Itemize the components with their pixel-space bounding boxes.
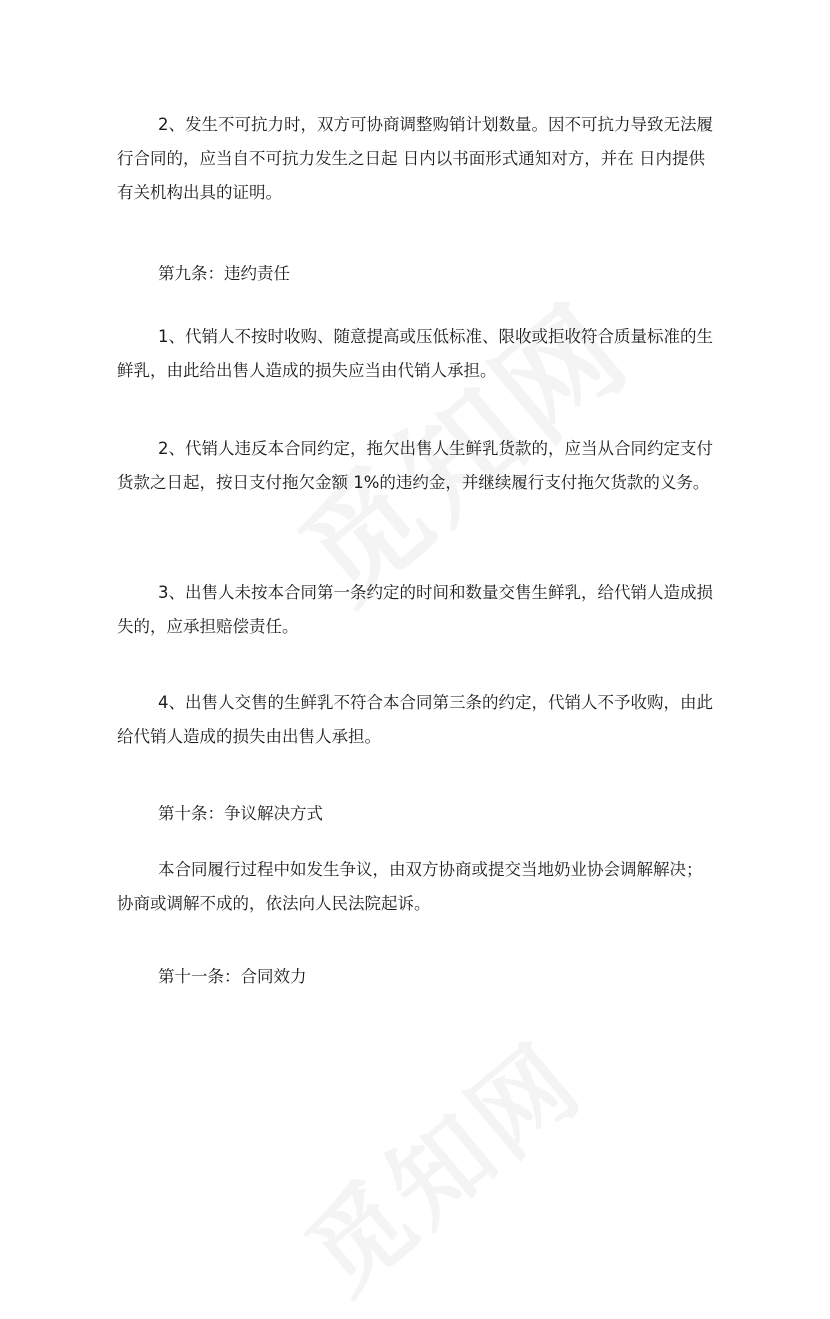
paragraph-dispute-resolution: 本合同履行过程中如发生争议，由双方协商或提交当地奶业协会调解解决；协商或调解不成的，依法向人民法院起诉。 <box>117 860 703 913</box>
watermark <box>271 1005 607 1319</box>
paragraph-breach-clause-1: 1、代销人不按时收购、随意提高或压低标准、限收或拒收符合质量标准的生鲜乳，由此给出售人造成的损失应当由代销人承担。 <box>117 327 713 380</box>
paragraph-force-majeure-clause-2: 2、发生不可抗力时，双方可协商调整购销计划数量。因不可抗力导致无法履行合同的，应当自不可抗力发生之日起 日内以书面形式通知对方，并在 日内提供有关机构出具的证明。 <box>117 115 713 202</box>
section-heading-contract-validity: 第十一条：合同效力 <box>158 967 307 986</box>
section-heading-dispute-resolution: 第十条：争议解决方式 <box>158 804 323 823</box>
paragraph-breach-clause-4: 4、出售人交售的生鲜乳不符合本合同第三条的约定，代销人不予收购，由此给代销人造成的损失由出售人承担。 <box>117 693 713 746</box>
paragraph-breach-clause-2: 2、代销人违反本合同约定，拖欠出售人生鲜乳货款的，应当从合同约定支付货款之日起，按日支付拖欠金额 1%的违约金，并继续履行支付拖欠货款的义务。 <box>117 439 713 492</box>
paragraph-breach-clause-3: 3、出售人未按本合同第一条约定的时间和数量交售生鲜乳，给代销人造成损失的，应承担赔偿责任。 <box>117 583 713 636</box>
section-heading-breach-liability: 第九条：违约责任 <box>158 264 290 283</box>
